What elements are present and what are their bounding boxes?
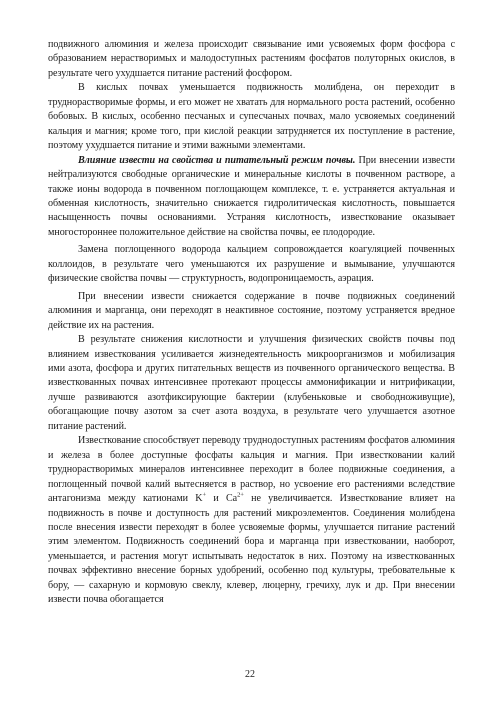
page-number: 22: [245, 669, 255, 680]
paragraph-7-part-2: и Ca: [206, 493, 238, 505]
paragraph-7-part-3: не увеличивается. Известкование влияет на подвижность в почве и доступность для растений микроэлементов. Соединения молибдена после внесения извести переходят в более усвояемые формы, улучшается питание растений этим элементом. Подвижность соединений бора и марганца при известковании, наоборот, уменьшается, и растения могут испытывать недостаток в них. Поэтому на известкованных почвах эффективно внесение борных удобрений, особенно под культуры, требовательные к бору, — сахарную и кормовую свеклу, клевер, люцерну, гречиху, лук и др. При внесении извести почва обогащается: [48, 493, 455, 606]
paragraph-5: При внесении извести снижается содержание в почве подвижных соединений алюминия и марганца, они переходят в неактивное состояние, поэтому устраняется вредное действие их на растения.: [48, 290, 455, 331]
paragraph-4: Замена поглощенного водорода кальцием сопровождается коагуляцией почвенных коллоидов, в результате чего уменьшаются их разрушение и вымывание, улучшаются физические свойства почвы — структурность, водопроницаемость, аэрация.: [48, 244, 455, 285]
paragraph-7: [48, 434, 455, 607]
paragraph-3-body: При внесении извести нейтрализуются свободные органические и минеральные кислоты в почвенном растворе, а также ионы водорода в почвенном поглощающем комплексе, т. е. устраняется актуальная и обменная кислотность, значительно снижается гидролитическая кислотность, повышается насыщенность почвы основаниями. Устраняя кислотность, известкование оказывает многостороннее положительное действие на свойства почвы, ее плодородие.: [48, 154, 456, 238]
paragraph-3: [48, 154, 455, 241]
body-text: [48, 38, 455, 608]
paragraph-7-part-1: Известкование способствует переводу труднодоступных растениям фосфатов алюминия и железа в более доступные фосфаты кальция и магния. При известковании калий труднорастворимых минералов интенсивнее переходит в более подвижные соединения, а поглощенный почвой калий вытесняется в раствор, но усвоение его растениями вследствие антагонизма между катионами K: [48, 435, 455, 505]
paragraph-6: В результате снижения кислотности и улучшения физических свойств почвы под влиянием известкования усиливается жизнедеятельность микроорганизмов и мобилизация ими азота, фосфора и других питательных веществ из почвенного органического вещества. В известкованных почвах интенсивнее протекают процессы аммонификации и нитрификации, лучше развиваются азотфиксирующие бактерии (клубеньковые и свободноживущие), обогащающие почву азотом за счет азота воздуха, в результате чего улучшается азотное питание растений.: [48, 334, 455, 432]
paragraph-1: подвижного алюминия и железа происходит связывание ими усвояемых форм фосфора с образованием нерастворимых и малодоступных растениям фосфатов полуторных окислов, в результате чего ухудшается питание растений фосфором.: [48, 39, 455, 79]
paragraph-2: В кислых почвах уменьшается подвижность молибдена, он переходит в труднорастворимые формы, и его может не хватать для нормального роста растений, особенно бобовых. В кислых, особенно песчаных и супесчаных почвах, мало усвояемых соединений кальция и магния; кроме того, при кислой реакции затрудняется их поступление в растение, поэтому ухудшается питание и этими важными элементами.: [48, 82, 455, 152]
section-heading: Влияние извести на свойства и питательный режим почвы.: [78, 154, 356, 166]
potassium-charge: +: [202, 491, 207, 499]
calcium-charge: 2+: [237, 491, 244, 499]
